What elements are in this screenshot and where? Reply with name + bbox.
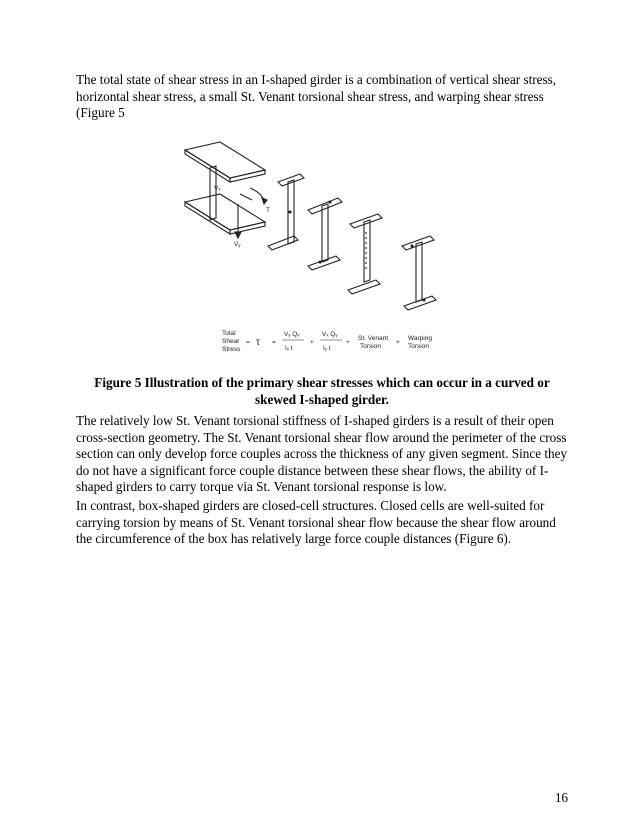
equals-1: = <box>246 339 250 346</box>
paragraph-intro: The total state of shear stress in an I-shaped girder is a combination of vertical shear stress, horizontal shear stress, a small St. Venant torsional shear stress, and warping shear stress (Figure 5 <box>76 72 557 121</box>
warping-label-1: Warping <box>408 335 432 342</box>
plus-2: + <box>346 339 350 346</box>
term2-numerator: Vₓ Qᵧ <box>322 331 338 338</box>
tau-symbol: τ <box>256 337 260 348</box>
i-section-warping <box>402 236 436 310</box>
total-label: Total <box>222 330 236 337</box>
warping-label-2: Torsion <box>408 343 429 350</box>
t-label: T <box>266 207 270 214</box>
st-venant-label-1: St. Venant <box>358 335 388 342</box>
st-venant-label-2: Torsion <box>360 343 381 350</box>
equals-2: = <box>272 339 276 346</box>
girder-web <box>210 166 216 220</box>
i-section-st-venant <box>348 214 382 294</box>
plus-3: + <box>396 339 400 346</box>
shear-label: Shear <box>222 338 240 345</box>
shear-stress-diagram <box>180 132 450 362</box>
term2-denominator: Iᵧ t <box>323 345 331 352</box>
i-section-vertical-shear <box>268 174 304 250</box>
vy-label: Vᵧ <box>234 241 241 248</box>
girder-top-flange-edge <box>185 150 230 182</box>
vx-label: Vₓ <box>214 185 221 192</box>
term1-numerator: Vᵧ Qₓ <box>284 331 300 338</box>
plus-1: + <box>310 339 314 346</box>
vx-arrow <box>240 194 252 200</box>
figure-caption: Figure 5 Illustration of the primary shear stresses which can occur in a curved or skewed I-shaped girder. <box>94 375 550 407</box>
term1-denominator: Iₓ t <box>285 345 293 352</box>
paragraph-box-girders: In contrast, box-shaped girders are closed-cell structures. Closed cells are well-suited for carrying torsion by means of St. Venant torsional shear flow because the shear flow around the circumference of the box has relatively large force couple distances (Figure 6). <box>76 498 556 547</box>
page-number: 16 <box>554 790 568 805</box>
stress-label: Stress <box>222 346 241 353</box>
figure-5 <box>180 132 450 362</box>
i-section-horizontal-shear <box>308 198 342 270</box>
paragraph-torsional-stiffness: The relatively low St. Venant torsional stiffness of I-shaped girders is a result of their open cross-section geometry. The St. Venant torsional shear flow around the perimeter of the cross section can only develop force couples across the thickness of any given segment. Since they do not have a significant force couple distance between these shear flows, the ability of I-shaped girders to carry torque via St. Venant torsional response is low. <box>76 413 568 495</box>
